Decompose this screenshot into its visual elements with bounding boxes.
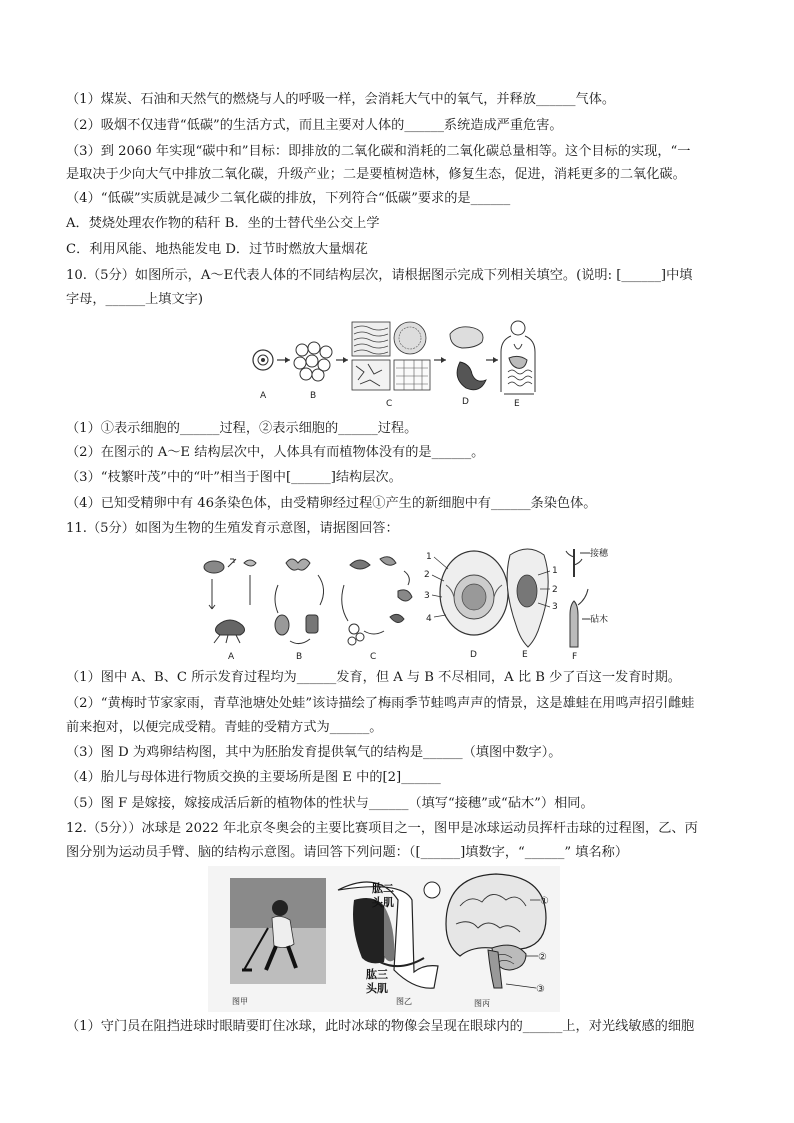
q12-stem-line-2: 图分别为运动员手臂、脑的结构示意图。请回答下列问题：（[______]填数字，“______” 填名称） [66, 845, 629, 860]
label-biceps-2: 头肌 [372, 896, 394, 909]
organ-drawings [450, 327, 486, 390]
fig-label-c: C [386, 399, 393, 409]
label-scion: 接穗 [590, 549, 609, 559]
uterus-label-2: 2 [552, 585, 558, 595]
uterus-fetus-drawing [507, 549, 550, 647]
egg-label-4: 4 [426, 614, 432, 624]
label-fig-yi: 图乙 [396, 997, 412, 1006]
fig-label-e: E [522, 650, 528, 660]
fig-label-a: A [228, 652, 235, 662]
egg-label-2: 2 [424, 570, 430, 580]
q11-item-3: （3）图 D 为鸡卵结构图，其中为胚胎发育提供氧气的结构是______（填图中数字）。 [66, 745, 562, 760]
butterfly-cycle-drawing [275, 559, 324, 644]
label-rootstock: 砧木 [590, 615, 609, 625]
q9-item-4: （4）“低碳”实质就是减少二氧化碳的排放，下列符合“低碳”要求的是______ [66, 191, 511, 206]
q11-stem: 11.（5分）如图为生物的生殖发育示意图，请据图回答： [66, 521, 399, 536]
q10-item-2: （2）在图示的 A～E 结构层次中，人体具有而植物体没有的是______。 [66, 445, 485, 460]
egg-label-1: 1 [426, 552, 432, 562]
q11-figure-reproduction [194, 545, 609, 663]
q11-item-1: （1）图中 A、B、C 所示发育过程均为______发育，但 A 与 B 不尽相同，A 比 B 少了百这一发育时期。 [66, 670, 681, 685]
q12-stem-line-1: 12.（5分））冰球是 2022 年北京冬奥会的主要比赛项目之一，图甲是冰球运动员挥杆击球的过程图，乙、丙 [66, 821, 698, 836]
q12-item-1: （1）守门员在阻挡进球时眼睛要盯住冰球，此时冰球的物像会呈现在眼球内的______上，对光线敏感的细胞 [66, 1019, 695, 1034]
label-fig-bing: 图丙 [474, 999, 490, 1008]
q10-stem-line-1: 10.（5分）如图所示，A～E代表人体的不同结构层次，请根据图示完成下列相关填空。(说明: [______]中填 [66, 268, 693, 283]
q11-item-2-line-2: 前来抱对，以便完成受精。青蛙的受精方式为______。 [66, 720, 383, 735]
brain-label-2: ② [538, 952, 547, 963]
q11-item-5: （5）图 F 是嫁接，嫁接成活后新的植物体的性状与______（填写“接穗”或“砧木”）相同。 [66, 796, 594, 811]
frog-cycle-drawing [342, 557, 412, 645]
hockey-photo [230, 878, 326, 984]
uterus-label-3: 3 [552, 602, 558, 612]
uterus-label-1: 1 [552, 566, 558, 576]
q9-item-2: （2）吸烟不仅违背“低碳”的生活方式，而且主要对人体的______系统造成严重危害。 [66, 118, 563, 133]
grafting-drawing [566, 549, 590, 647]
q9-options-ab: A．焚烧处理农作物的秸秆 B．坐的士替代坐公交上学 [66, 216, 380, 231]
label-biceps-1: 肱二 [372, 882, 394, 895]
fig-label-a: A [260, 391, 267, 401]
q11-item-4: （4）胎儿与母体进行物质交换的主要场所是图 E 中的[2]______ [66, 770, 441, 785]
tissue-drawings [352, 322, 430, 390]
human-body-drawing [501, 321, 535, 394]
q10-stem-line-2: 字母，______上填文字) [66, 292, 204, 307]
fig-label-f: F [572, 652, 578, 662]
egg-structure-drawing [432, 551, 508, 635]
fig-label-d: D [470, 650, 477, 660]
q9-options-cd: C．利用风能、地热能发电 D．过节时燃放大量烟花 [66, 242, 368, 257]
label-triceps-2: 头肌 [366, 982, 388, 995]
q10-item-4: （4）已知受精卵中有 46条染色体，由受精卵经过程①产生的新细胞中有______条染色体。 [66, 496, 597, 511]
fig-label-d: D [462, 397, 469, 407]
q10-figure-structure-levels [246, 318, 546, 410]
label-fig-jia: 图甲 [232, 997, 248, 1006]
q9-item-3-line-2: 是取决于少向大气中排放二氧化碳，升级产业；二是要植树造林，修复生态，促进，消耗更多的二氧化碳。 [66, 167, 686, 182]
q12-figure-hockey-arm-brain [208, 866, 560, 1012]
q9-item-3-line-1: （3）到 2060 年实现“碳中和”目标：即排放的二氧化碳和消耗的二氧化碳总量相等。这个目标的实现，“一 [66, 144, 691, 159]
fig-label-b: B [296, 652, 303, 662]
q10-item-3: （3）“枝繁叶茂”中的“叶”相当于图中[______]结构层次。 [66, 470, 402, 485]
fig-label-e: E [514, 399, 520, 409]
fig-label-c: C [370, 652, 377, 662]
grasshopper-cycle-drawing [204, 559, 256, 643]
fig-label-b: B [310, 391, 317, 401]
q9-item-1: （1）煤炭、石油和天然气的燃烧与人的呼吸一样，会消耗大气中的氧气，并释放______气体。 [66, 92, 616, 107]
brain-label-1: ① [540, 896, 549, 907]
cell-drawing [253, 350, 273, 370]
egg-label-3: 3 [424, 591, 430, 601]
q11-item-2-line-1: （2）“黄梅时节家家雨，青草池塘处处蛙”该诗描绘了梅雨季节蛙鸣声声的情景，这是雄蛙在用鸣声招引雌蛙 [66, 696, 695, 711]
cell-cluster-drawing [294, 342, 332, 381]
q10-item-1: （1）①表示细胞的______过程，②表示细胞的______过程。 [66, 421, 418, 436]
label-triceps-1: 肱三 [366, 968, 388, 981]
brain-label-3: ③ [536, 984, 545, 995]
